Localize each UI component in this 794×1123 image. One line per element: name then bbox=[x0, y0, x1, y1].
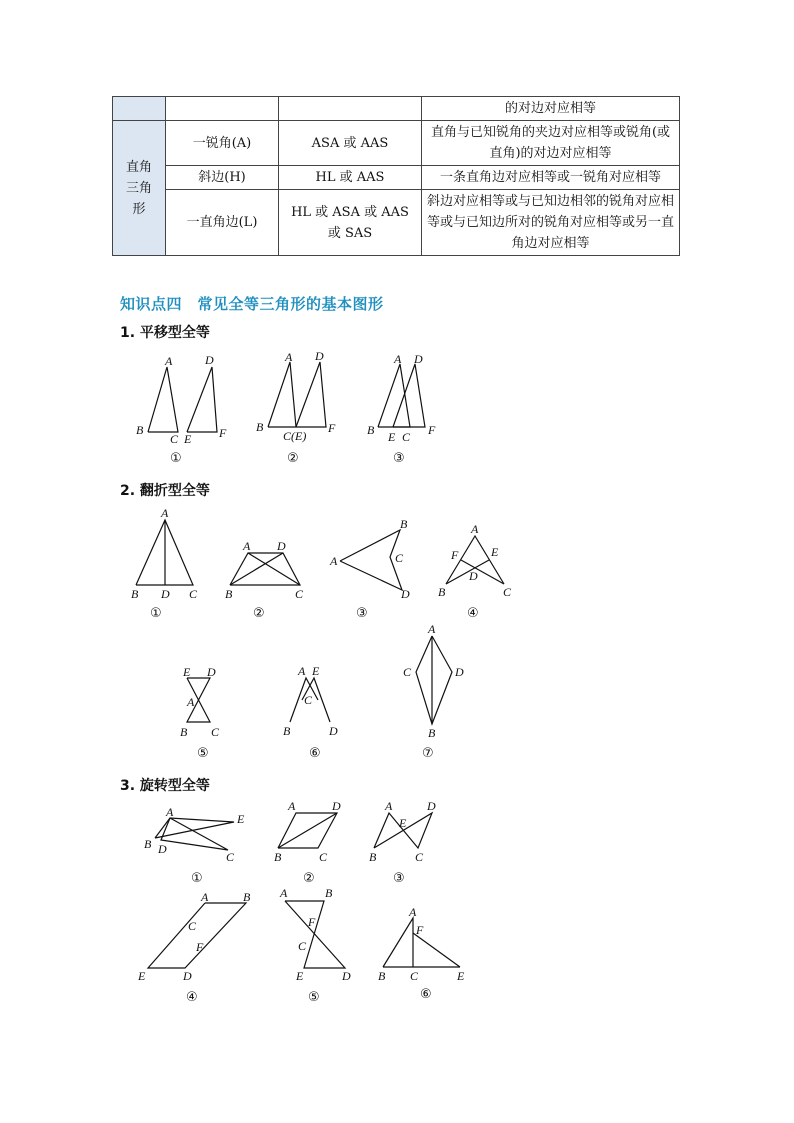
fold-figure-5 bbox=[180, 665, 220, 761]
label-C: C bbox=[188, 919, 197, 933]
label-C: C bbox=[503, 585, 512, 599]
label-A: A bbox=[394, 352, 402, 366]
element-cell: 一直角边(L) bbox=[166, 190, 279, 256]
method-cell: HL 或 AAS bbox=[279, 166, 422, 190]
label-B: B bbox=[367, 423, 375, 437]
rotation-figure-5 bbox=[279, 886, 351, 1005]
label-A: A bbox=[280, 886, 288, 900]
method-cell: ASA 或 AAS bbox=[279, 121, 422, 166]
label-F: F bbox=[196, 940, 204, 954]
label-B: B bbox=[243, 890, 251, 904]
fold-figure-6 bbox=[283, 664, 338, 761]
figure-number: ② bbox=[253, 606, 265, 621]
label-F: F bbox=[416, 923, 424, 937]
condition-cell: 直角与已知锐角的夹边对应相等或锐角(或直角)的对边对应相等 bbox=[422, 121, 680, 166]
element-cell: 斜边(H) bbox=[166, 166, 279, 190]
label-E: E bbox=[183, 665, 191, 679]
label-C: C bbox=[410, 969, 419, 983]
condition-cell: 斜边对应相等或与已知边相邻的锐角对应相等或与已知边所对的锐角对应相等或另一直角边对应相等 bbox=[422, 190, 680, 256]
label-E: E bbox=[184, 432, 192, 446]
table-cell: 的对边对应相等 bbox=[422, 97, 680, 121]
label-E: E bbox=[312, 664, 320, 678]
label-E: E bbox=[399, 816, 407, 830]
label-D: D bbox=[161, 587, 170, 601]
label-C: C bbox=[415, 850, 424, 864]
label-B: B bbox=[256, 420, 264, 434]
figure-number: ⑤ bbox=[308, 990, 320, 1005]
subsection-fold: 2. 翻折型全等 bbox=[120, 483, 210, 499]
label-A: A bbox=[187, 695, 195, 709]
label-CE: C(E) bbox=[283, 429, 307, 443]
translation-figure-2 bbox=[256, 349, 336, 466]
label-D: D bbox=[414, 352, 423, 366]
translation-figure-3 bbox=[367, 352, 436, 466]
label-A: A bbox=[166, 805, 174, 819]
label-B: B bbox=[378, 969, 386, 983]
label-D: D bbox=[332, 799, 341, 813]
figure-number: ② bbox=[303, 871, 315, 886]
method-cell: HL 或 ASA 或 AAS 或 SAS bbox=[279, 190, 422, 256]
label-D: D bbox=[158, 842, 167, 856]
figure-number: ④ bbox=[186, 990, 198, 1005]
label-C: C bbox=[211, 725, 220, 739]
label-C: C bbox=[226, 850, 235, 864]
figure-number: ③ bbox=[393, 451, 405, 466]
translation-figure-1 bbox=[136, 353, 227, 466]
label-A: A bbox=[201, 890, 209, 904]
label-D: D bbox=[315, 349, 324, 363]
section-title: 知识点四 常见全等三角形的基本图形 bbox=[120, 295, 384, 313]
figure-number: ① bbox=[191, 871, 203, 886]
label-E: E bbox=[138, 969, 146, 983]
label-E: E bbox=[388, 430, 396, 444]
condition-cell: 一条直角边对应相等或一锐角对应相等 bbox=[422, 166, 680, 190]
label-B: B bbox=[274, 850, 282, 864]
label-C: C bbox=[402, 430, 411, 444]
rotation-figure-1 bbox=[144, 805, 245, 886]
label-A: A bbox=[161, 506, 169, 520]
label-D: D bbox=[427, 799, 436, 813]
label-A: A bbox=[288, 799, 296, 813]
label-C: C bbox=[304, 693, 313, 707]
label-E: E bbox=[457, 969, 465, 983]
subsection-rotation: 3. 旋转型全等 bbox=[120, 778, 210, 794]
label-D: D bbox=[207, 665, 216, 679]
label-D: D bbox=[329, 724, 338, 738]
figure-number: ⑥ bbox=[420, 987, 432, 1002]
label-B: B bbox=[283, 724, 291, 738]
fold-figure-4 bbox=[438, 522, 512, 621]
label-E: E bbox=[296, 969, 304, 983]
figure-number: ① bbox=[150, 606, 162, 621]
fold-figure-2 bbox=[225, 539, 304, 621]
label-F: F bbox=[428, 423, 436, 437]
label-C: C bbox=[295, 587, 304, 601]
figure-number: ④ bbox=[467, 606, 479, 621]
label-B: B bbox=[400, 517, 408, 531]
label-A: A bbox=[409, 905, 417, 919]
label-A: A bbox=[428, 622, 436, 636]
label-C: C bbox=[298, 939, 307, 953]
label-D: D bbox=[183, 969, 192, 983]
rotation-figure-2 bbox=[274, 799, 341, 886]
group-label: 直角 三角 形 bbox=[125, 159, 152, 217]
label-A: A bbox=[471, 522, 479, 536]
rotation-figure-3 bbox=[369, 799, 436, 886]
label-F: F bbox=[451, 548, 459, 562]
figure-number: ③ bbox=[356, 606, 368, 621]
label-B: B bbox=[225, 587, 233, 601]
label-C: C bbox=[189, 587, 198, 601]
label-E: E bbox=[491, 545, 499, 559]
label-B: B bbox=[131, 587, 139, 601]
figure-number: ⑦ bbox=[422, 746, 434, 761]
fold-figure-7 bbox=[403, 622, 464, 761]
label-F: F bbox=[219, 426, 227, 440]
label-B: B bbox=[180, 725, 188, 739]
fold-figure-3 bbox=[329, 517, 410, 621]
label-A: A bbox=[330, 554, 338, 568]
figure-number: ⑥ bbox=[309, 746, 321, 761]
label-A: A bbox=[243, 539, 251, 553]
label-D: D bbox=[455, 665, 464, 679]
label-B: B bbox=[438, 585, 446, 599]
fold-figure-1 bbox=[131, 506, 198, 621]
label-D: D bbox=[205, 353, 214, 367]
label-B: B bbox=[136, 423, 144, 437]
label-A: A bbox=[165, 354, 173, 368]
label-C: C bbox=[319, 850, 328, 864]
label-F: F bbox=[328, 421, 336, 435]
rotation-figure-6 bbox=[378, 905, 465, 1002]
figure-number: ① bbox=[170, 451, 182, 466]
label-C: C bbox=[395, 551, 404, 565]
figure-number: ③ bbox=[393, 871, 405, 886]
label-C: C bbox=[170, 432, 179, 446]
label-D: D bbox=[342, 969, 351, 983]
element-cell: 一锐角(A) bbox=[166, 121, 279, 166]
figure-number: ⑤ bbox=[197, 746, 209, 761]
label-F: F bbox=[308, 915, 316, 929]
label-B: B bbox=[428, 726, 436, 740]
label-D: D bbox=[277, 539, 286, 553]
label-D: D bbox=[401, 587, 410, 601]
label-B: B bbox=[369, 850, 377, 864]
label-B: B bbox=[144, 837, 152, 851]
figure-number: ② bbox=[287, 451, 299, 466]
label-D: D bbox=[469, 569, 478, 583]
subsection-translation: 1. 平移型全等 bbox=[120, 325, 210, 341]
label-A: A bbox=[298, 664, 306, 678]
label-B: B bbox=[325, 886, 333, 900]
label-E: E bbox=[237, 812, 245, 826]
label-A: A bbox=[285, 350, 293, 364]
label-C: C bbox=[403, 665, 412, 679]
rotation-figure-4 bbox=[137, 890, 251, 1005]
label-A: A bbox=[385, 799, 393, 813]
